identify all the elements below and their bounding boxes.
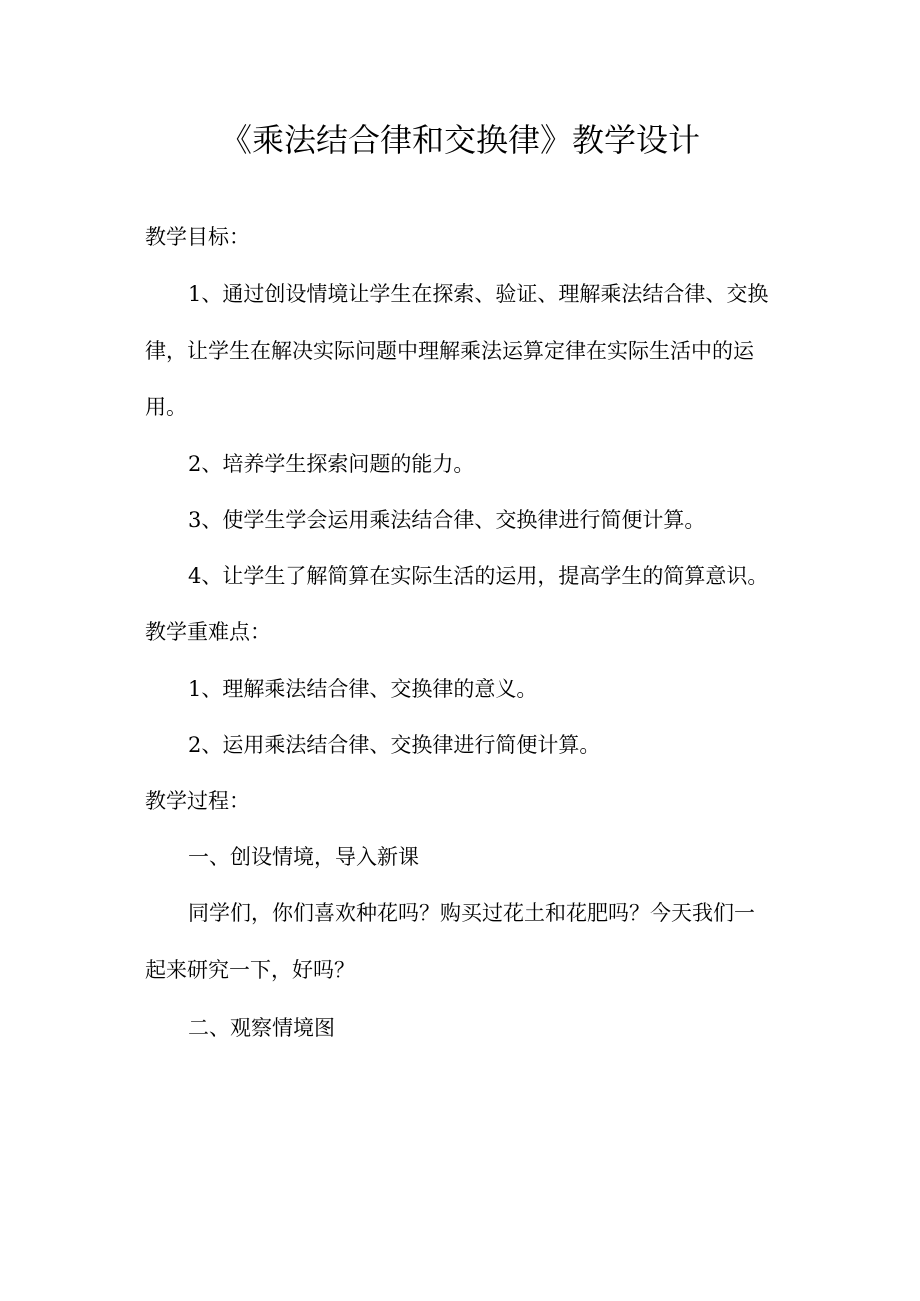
process-step-1-text-line-2: 起来研究一下，好吗？ [145, 958, 355, 982]
process-heading: 教学过程： [145, 789, 250, 813]
objective-item-4: 4、让学生了解简算在实际生活的运用，提高学生的简算意识。 [188, 564, 769, 588]
objectives-heading: 教学目标： [145, 225, 250, 249]
process-step-2-heading: 二、观察情境图 [188, 1016, 335, 1040]
key-points-heading: 教学重难点： [145, 620, 271, 644]
objective-item-1-line-1: 1、通过创设情境让学生在探索、验证、理解乘法结合律、交换 [188, 282, 769, 306]
objective-item-2: 2、培养学生探索问题的能力。 [188, 452, 475, 476]
process-step-1-heading: 一、创设情境，导入新课 [188, 845, 419, 869]
objective-item-1-line-2: 律，让学生在解决实际问题中理解乘法运算定律在实际生活中的运 [145, 339, 754, 363]
key-point-item-2: 2、运用乘法结合律、交换律进行简便计算。 [188, 733, 601, 757]
objective-item-3: 3、使学生学会运用乘法结合律、交换律进行简便计算。 [188, 508, 706, 532]
document-title: 《乘法结合律和交换律》教学设计 [219, 121, 700, 159]
key-point-item-1: 1、理解乘法结合律、交换律的意义。 [188, 677, 538, 701]
process-step-1-text-line-1: 同学们，你们喜欢种花吗？购买过花土和花肥吗？今天我们一 [188, 901, 755, 925]
objective-item-1-line-3: 用。 [145, 395, 187, 419]
